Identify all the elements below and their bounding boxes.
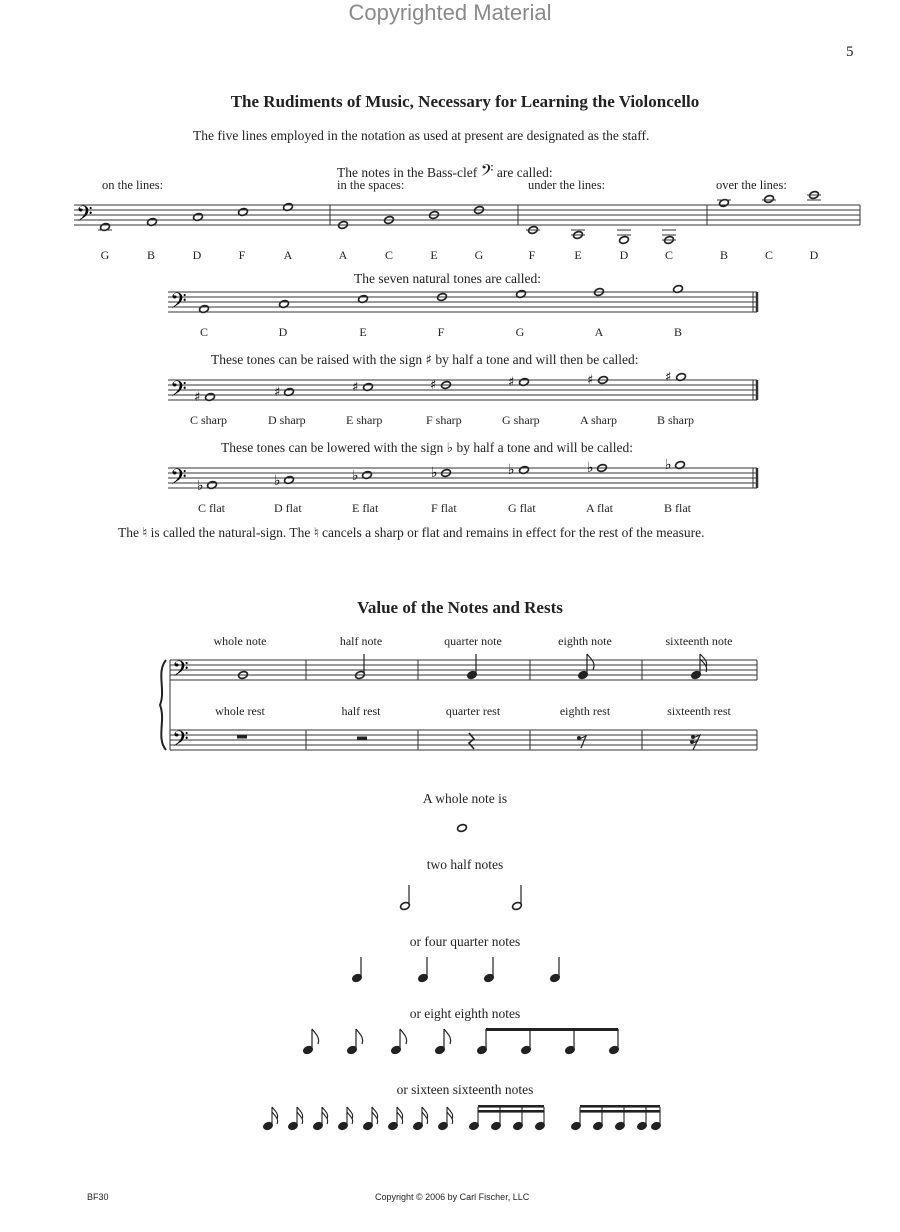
- flat-tone-name: A flat: [586, 501, 613, 515]
- flat-tone-name: E flat: [352, 501, 379, 515]
- sharp-tone-name: G sharp: [502, 413, 540, 427]
- flat-tone-name: F flat: [431, 501, 457, 515]
- bass-clef-icon: 𝄢: [172, 657, 189, 687]
- natural-line-part3: cancels a sharp or flat and remains in effect for the rest of the measure.: [321, 525, 705, 540]
- sharp-tone-name: B sharp: [657, 413, 694, 427]
- sharp-tone-name: A sharp: [580, 413, 617, 427]
- flat-tone-name: D flat: [274, 501, 302, 515]
- watermark: Copyrighted Material: [348, 0, 552, 25]
- natural-tone-name: B: [673, 325, 682, 339]
- natural-icon: ♮: [313, 525, 319, 541]
- value-note-label: whole note: [213, 634, 267, 648]
- value-note-label: eighth note: [558, 634, 612, 648]
- brace-icon: [160, 660, 166, 750]
- note-name: D: [192, 248, 202, 262]
- svg-text:♭: ♭: [508, 462, 515, 478]
- note-name: C: [384, 248, 393, 262]
- note-name: G: [474, 248, 484, 262]
- svg-text:♭: ♭: [431, 465, 438, 481]
- note-name: D: [619, 248, 629, 262]
- svg-text:♯: ♯: [274, 385, 281, 400]
- sharp-tone-name: D sharp: [268, 413, 306, 427]
- sharp-tone-name: C sharp: [190, 413, 227, 427]
- note-name: C: [664, 248, 673, 262]
- value-notes: [238, 654, 707, 680]
- svg-text:♭: ♭: [352, 468, 359, 484]
- svg-text:♯: ♯: [508, 375, 515, 390]
- svg-text:♯: ♯: [430, 378, 437, 393]
- flats-heading-before: These tones can be lowered with the sign: [221, 440, 444, 455]
- note-name: D: [809, 248, 819, 262]
- group-label-under: under the lines:: [528, 178, 606, 192]
- group-label-lines: on the lines:: [102, 178, 164, 192]
- flats-heading-after: by half a tone and will be called:: [456, 440, 633, 455]
- subdivision-sixteenth: or sixteen sixteenth notes: [396, 1082, 534, 1097]
- quarter-notes: [351, 957, 560, 983]
- flat-tone-name: C flat: [198, 501, 225, 515]
- sharp-tone-name: F sharp: [426, 413, 462, 427]
- note-name: E: [430, 248, 438, 262]
- natural-tone-notes: [199, 285, 684, 314]
- value-rest-label: whole rest: [215, 704, 265, 718]
- footer-code: BF30: [87, 1192, 109, 1202]
- sharp-icon: ♯: [425, 352, 432, 368]
- ledger-lines: [98, 195, 821, 240]
- eighth-notes: [302, 1028, 619, 1055]
- svg-text:♭: ♭: [274, 473, 281, 489]
- page-number: 5: [846, 44, 854, 60]
- subdivision-half: two half notes: [426, 857, 504, 872]
- bass-clef-icon: 𝄢: [480, 160, 494, 184]
- natural-tone-name: F: [437, 325, 445, 339]
- values-title: Value of the Notes and Rests: [357, 598, 563, 617]
- natural-tone-name: E: [359, 325, 367, 339]
- natural-icon: ♮: [142, 525, 148, 541]
- value-rest-label: sixteenth rest: [667, 704, 731, 718]
- natural-tone-name: A: [594, 325, 604, 339]
- staff-intro: The five lines employed in the notation as used at present are designated as the staff.: [193, 128, 650, 143]
- flat-icon: ♭: [446, 440, 454, 456]
- sharps-heading-after: by half a tone and will then be called:: [435, 352, 639, 367]
- sharps-heading-before: These tones can be raised with the sign: [211, 352, 423, 367]
- bass-clef-intro-before: The notes in the Bass-clef: [337, 165, 478, 180]
- staff-natural-tones: [168, 292, 757, 312]
- bass-clef-icon: 𝄢: [76, 202, 93, 232]
- note-name: F: [528, 248, 536, 262]
- note-name: B: [719, 248, 728, 262]
- natural-tones-heading: The seven natural tones are called:: [354, 271, 542, 286]
- note-name: C: [764, 248, 773, 262]
- page-title: The Rudiments of Music, Necessary for Learning the Violoncello: [230, 92, 700, 111]
- value-note-label: sixteenth note: [665, 634, 733, 648]
- svg-text:♯: ♯: [352, 380, 359, 395]
- note-name: A: [338, 248, 348, 262]
- group-label-spaces: in the spaces:: [337, 178, 405, 192]
- note-name: F: [238, 248, 246, 262]
- natural-line-part1: The: [118, 525, 139, 540]
- svg-text:♭: ♭: [197, 478, 204, 494]
- bass-clef-icon: 𝄢: [170, 377, 187, 407]
- note-name: A: [283, 248, 293, 262]
- natural-tone-name: C: [199, 325, 208, 339]
- value-rest-label: half rest: [341, 704, 381, 718]
- subdivision-whole: A whole note is: [422, 791, 508, 806]
- bass-clef-intro-after: are called:: [496, 165, 553, 180]
- sharp-tone-name: E sharp: [346, 413, 383, 427]
- value-note-label: half note: [339, 634, 383, 648]
- half-notes: [400, 885, 523, 911]
- bass-clef-icon: 𝄢: [172, 727, 189, 757]
- value-rest-label: eighth rest: [559, 704, 611, 718]
- footer-copyright: Copyright © 2006 by Carl Fischer, LLC: [375, 1192, 530, 1202]
- bass-clef-icon: 𝄢: [170, 289, 187, 319]
- svg-text:♯: ♯: [587, 373, 594, 388]
- value-rest-label: quarter rest: [445, 704, 501, 718]
- svg-text:♭: ♭: [587, 460, 594, 476]
- natural-line-part2: is called the natural-sign. The: [150, 525, 311, 540]
- values-grand-staff: [170, 660, 757, 750]
- bass-clef-icon: 𝄢: [170, 465, 187, 495]
- sixteenth-notes: [262, 1105, 661, 1131]
- note-name: E: [574, 248, 582, 262]
- svg-text:♯: ♯: [194, 390, 201, 405]
- natural-tone-name: D: [278, 325, 288, 339]
- subdivision-quarter: or four quarter notes: [409, 934, 521, 949]
- staff-bass-clef-notes: [74, 205, 860, 225]
- note-name: B: [146, 248, 155, 262]
- natural-tone-name: G: [515, 325, 525, 339]
- svg-text:♯: ♯: [665, 370, 672, 385]
- subdivision-eighth: or eight eighth notes: [409, 1006, 521, 1021]
- flat-tone-name: B flat: [664, 501, 691, 515]
- flat-tone-name: G flat: [508, 501, 536, 515]
- value-note-label: quarter note: [444, 634, 502, 648]
- whole-note-icon: [457, 824, 468, 833]
- note-heads-lines: [100, 191, 820, 245]
- note-name: G: [100, 248, 110, 262]
- svg-text:♭: ♭: [665, 457, 672, 473]
- group-label-over: over the lines:: [716, 178, 787, 192]
